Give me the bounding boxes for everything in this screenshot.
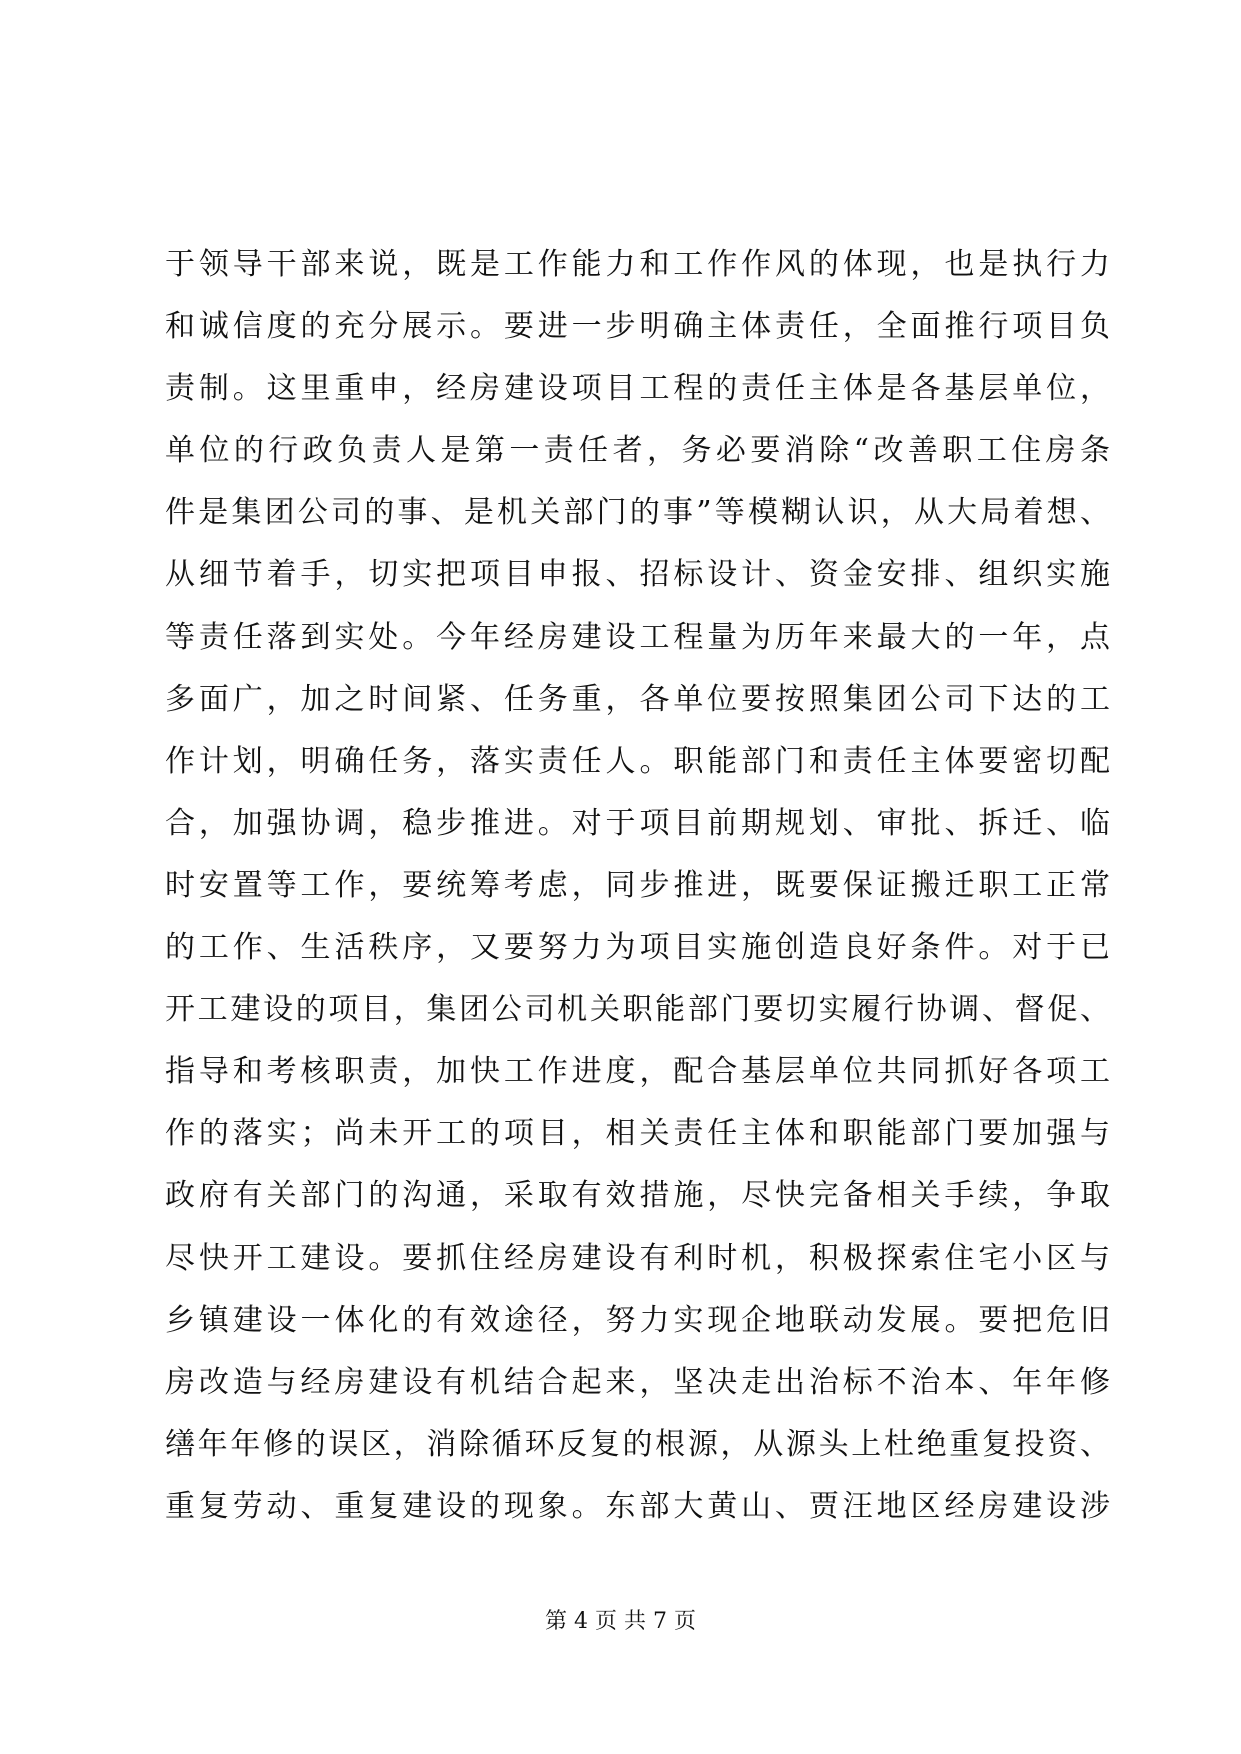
- body-text: [165, 234, 1110, 1538]
- text-line: 开工建设的项目，集团公司机关职能部门要切实履行协调、督促、: [165, 992, 1110, 1028]
- text-line: 作计划，明确任务，落实责任人。职能部门和责任主体要密切配: [165, 743, 1110, 779]
- text-line: 指导和考核职责，加快工作进度，配合基层单位共同抓好各项工: [165, 1054, 1110, 1090]
- text-line: 政府有关部门的沟通，采取有效措施，尽快完备相关手续，争取: [165, 1178, 1110, 1214]
- page-footer: 第 4 页 共 7 页: [545, 1609, 696, 1634]
- text-line: 合，加强协调，稳步推进。对于项目前期规划、审批、拆迁、临: [165, 805, 1110, 841]
- text-line: 等责任落到实处。今年经房建设工程量为历年来最大的一年，点: [165, 619, 1110, 655]
- text-line: 的工作、生活秩序，又要努力为项目实施创造良好条件。对于已: [165, 930, 1110, 966]
- text-line: 缮年年修的误区，消除循环反复的根源，从源头上杜绝重复投资、: [165, 1426, 1110, 1462]
- text-line: 尽快开工建设。要抓住经房建设有利时机，积极探索住宅小区与: [165, 1240, 1110, 1276]
- text-line: 多面广，加之时间紧、任务重，各单位要按照集团公司下达的工: [165, 681, 1110, 717]
- text-line: 件是集团公司的事、是机关部门的事”等模糊认识，从大局着想、: [165, 495, 1110, 531]
- text-line: 于领导干部来说，既是工作能力和工作作风的体现，也是执行力: [165, 247, 1110, 282]
- text-line: 房改造与经房建设有机结合起来，坚决走出治标不治本、年年修: [165, 1364, 1110, 1400]
- text-line: 单位的行政负责人是第一责任者，务必要消除“改善职工住房条: [165, 433, 1110, 469]
- text-line: 和诚信度的充分展示。要进一步明确主体责任，全面推行项目负: [165, 309, 1110, 345]
- text-line: 从细节着手，切实把项目申报、招标设计、资金安排、组织实施: [165, 557, 1110, 593]
- text-line: 时安置等工作，要统筹考虑，同步推进，既要保证搬迁职工正常: [165, 867, 1110, 903]
- text-line: 责制。这里重申，经房建设项目工程的责任主体是各基层单位，: [165, 371, 1110, 407]
- text-line: 重复劳动、重复建设的现象。东部大黄山、贾汪地区经房建设涉: [165, 1488, 1110, 1524]
- text-line: 作的落实；尚未开工的项目，相关责任主体和职能部门要加强与: [165, 1116, 1110, 1152]
- text-line: 乡镇建设一体化的有效途径，努力实现企地联动发展。要把危旧: [165, 1302, 1110, 1338]
